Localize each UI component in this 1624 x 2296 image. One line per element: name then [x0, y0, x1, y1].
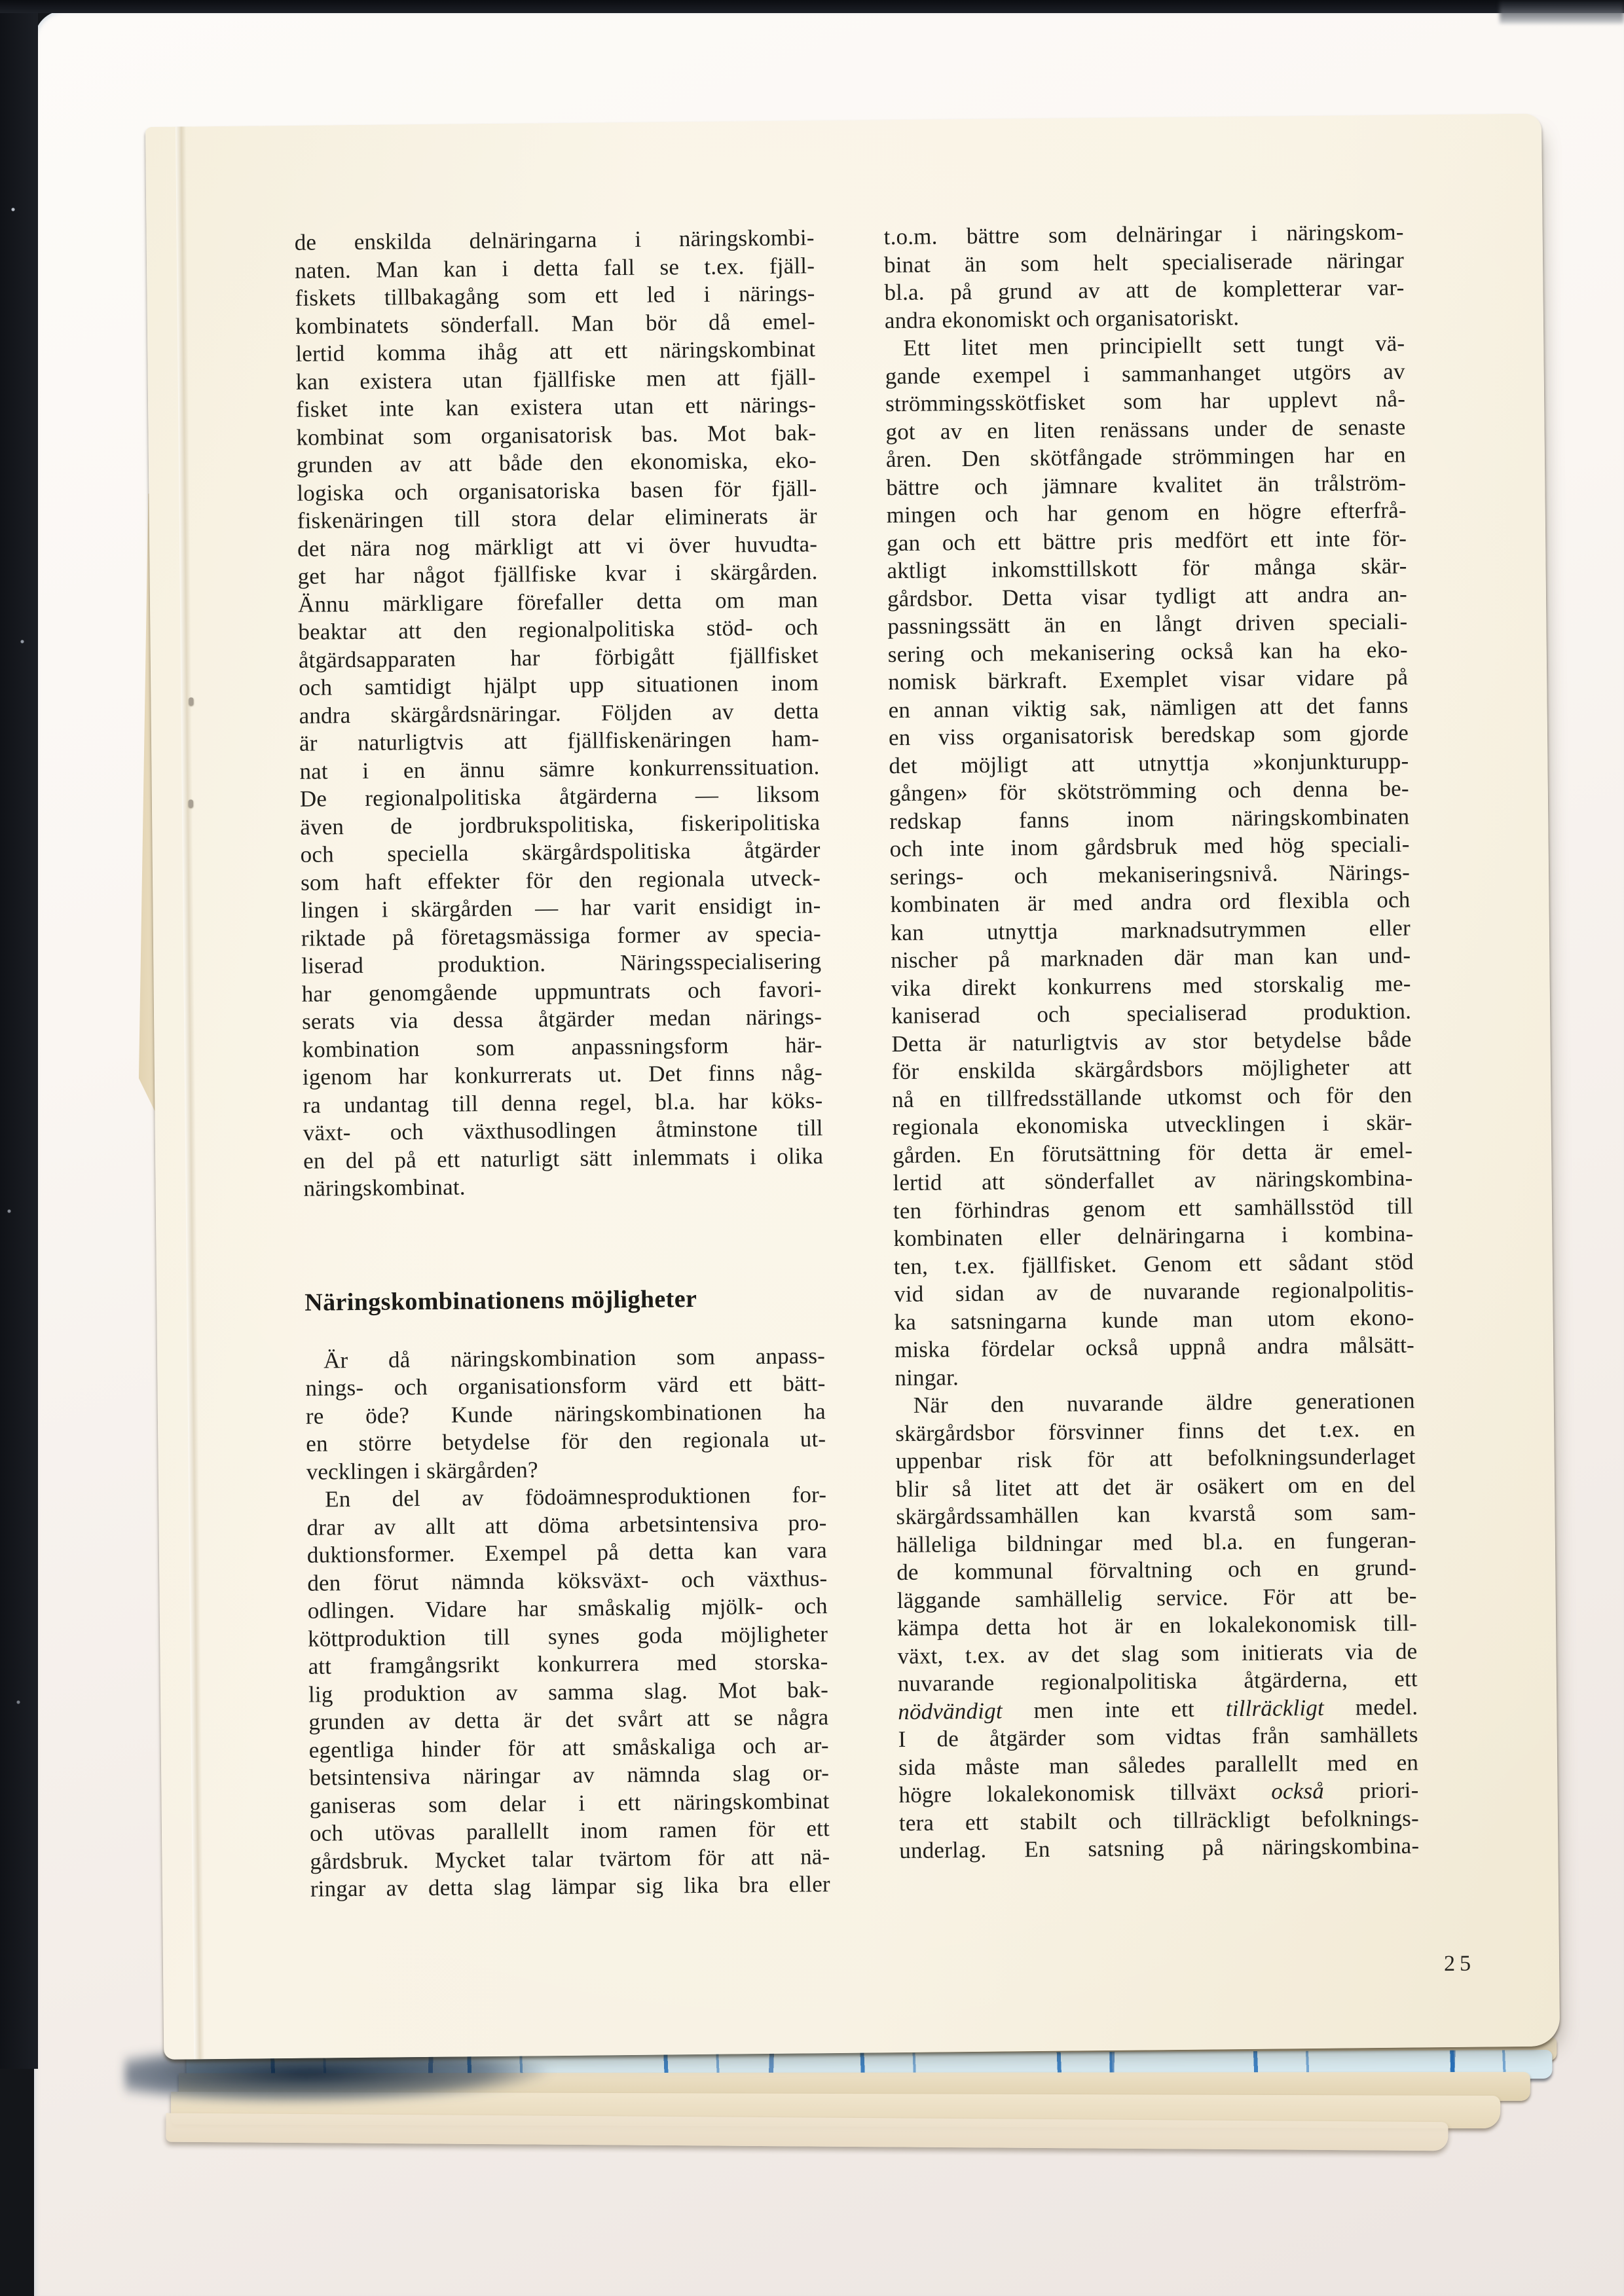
text-line: kombination som anpassningsform här- [302, 1031, 822, 1063]
text-line: beaktar att den regionalpolitiska stöd- och [298, 614, 819, 645]
text-line: ka satsningarna kunde man utom ekono- [894, 1303, 1414, 1335]
text-line: växt, t.ex. av det slag som initierats via de [897, 1637, 1418, 1669]
text-column-left [295, 224, 831, 1903]
text-line: det nära nog märkligt att vi över huvudta- [297, 530, 818, 562]
scanner-background-left [0, 0, 38, 2069]
text-line: gången» för skötströmming och denna be- [889, 775, 1409, 807]
text-line: miska fördelar också uppnå andra målsätt- [894, 1332, 1415, 1363]
text-line: uppenbar risk för att befolkningsunderlaget [895, 1443, 1416, 1474]
text-line: nuvarande regionalpolitiska åtgärderna, ett [897, 1666, 1418, 1697]
text-line: ten förhindras genom ett samhällsstöd till [893, 1192, 1414, 1224]
text-line: det möjligt att utnyttja »konjunkturupp- [889, 748, 1409, 778]
text-line: som haft effekter för den regionala utveck- [300, 864, 821, 896]
text-line: kan existera utan fjällfiske men att fjäll- [295, 363, 816, 395]
text-line: har genomgående uppmuntrats och favori- [301, 975, 822, 1007]
text-line: mingen och har genom en högre efterfrå- [886, 497, 1407, 528]
text-line: kombinat som organisatorisk bas. Mot bak- [296, 419, 817, 450]
scanner-background-top [0, 0, 1624, 13]
text-line: skärgårdsbor försvinner finns det t.ex. en [895, 1415, 1416, 1446]
text-line: bättre och jämnare kvalitet än trålström- [886, 469, 1407, 500]
text-line: En del av födoämnesproduktionen for- [324, 1482, 827, 1512]
text-line: ganiseras som delar i ett näringskombinat [309, 1787, 830, 1819]
binding-crease [175, 126, 204, 2059]
text-line: De regionalpolitiska åtgärderna — liksom [299, 781, 821, 812]
text-line: t.o.m. bättre som delnäringar i näringskom- [883, 219, 1404, 250]
text-line: den förut nämnda köksväxt- och växthus- [307, 1565, 828, 1596]
text-line: lertid att sönderfallet av näringskombina- [893, 1165, 1413, 1196]
text-line: När den nuvarande äldre generationen [913, 1387, 1415, 1418]
text-line: är naturligtvis att fjällfiskenäringen ham- [299, 725, 820, 756]
text-line: lig produktion av samma slag. Mot bak- [308, 1676, 829, 1707]
text-line: kämpa detta hot är en lokalekonomisk till- [896, 1610, 1418, 1641]
text-line: nat i en ännu sämre konkurrenssituation. [299, 753, 820, 784]
staple-mark [189, 799, 193, 807]
text-line: tera ett stabilt och tillräckligt befolknings- [898, 1804, 1420, 1836]
text-line: en annan viktig sak, nämligen att det fanns [888, 692, 1409, 723]
text-line: re öde? Kunde näringskombinationen ha [305, 1398, 826, 1429]
text-line: nischer på marknaden där man kan und- [891, 942, 1411, 974]
text-line: bl.a. på grund av att de kompletterar var- [884, 274, 1405, 306]
section-heading: Näringskombinationens möjligheter [304, 1285, 697, 1317]
text-line: och speciella skärgårdspolitiska åtgärder [300, 837, 821, 867]
text-line: de enskilda delnäringarna i näringskombi- [294, 225, 815, 255]
text-line: läggande samhällelig service. För att be- [896, 1582, 1417, 1613]
text-line: vid sidan av de nuvarande regionalpolitis- [893, 1276, 1414, 1307]
scanner-edge-smudge [1500, 1, 1624, 24]
text-line: regionala ekonomiska utvecklingen i skär- [892, 1109, 1412, 1140]
text-line: en större betydelse för den regionala ut- [306, 1426, 826, 1457]
text-line: sida måste man således parallellt med en [898, 1749, 1419, 1780]
text-line: egentliga hinder för att småskaliga och ar- [308, 1732, 829, 1763]
book-page-wrapper [145, 114, 1560, 2060]
text-line: got av en liten renässans under de senaste [885, 414, 1406, 445]
text-line: passningssätt än en långt driven speciali- [887, 608, 1408, 640]
text-line: kombinatets sönderfall. Man bör då emel- [295, 308, 816, 339]
text-line: nödvändigt men inte ett tillräckligt medel. [898, 1693, 1418, 1724]
text-line: gan och ett bättre pris medfört ett inte för- [886, 525, 1407, 556]
text-line: gårdsbor. Detta visar tydligt att andra an- [887, 581, 1408, 611]
text-line: högre lokalekonomisk tillväxt också priori- [898, 1777, 1419, 1808]
text-line: kombinaten eller delnäringarna i kombina- [893, 1220, 1414, 1252]
text-line: grunden av detta är det svårt att se några [308, 1704, 829, 1735]
text-line: serats via dessa åtgärder medan närings- [301, 1004, 822, 1034]
text-line: blir så litet att det är osäkert om en del [895, 1470, 1416, 1502]
italic-text: också [1271, 1777, 1325, 1804]
text-line: gande exempel i sammanhanget utgörs av [885, 358, 1405, 389]
text-line: sering och mekanisering också kan ha eko- [887, 636, 1408, 667]
text-line: ringar av detta slag lämpar sig lika bra eller [310, 1871, 830, 1902]
text-line: redskap fanns inom näringskombinaten [889, 803, 1410, 834]
italic-text: nödvändigt [898, 1698, 1003, 1724]
text-line: åtgärdsapparaten har förbigått fjällfisket [298, 642, 819, 673]
text-line: åren. Den skötfångade strömmingen har en [885, 441, 1407, 473]
text-line: andra ekonomiskt och organisatoriskt. [884, 304, 1240, 333]
text-line: ra undantag till denna regel, bl.a. har köks- [303, 1087, 823, 1118]
text-line: en del på ett naturligt sätt inlemmats i olika [303, 1142, 824, 1174]
text-line: logiska och organisatoriska basen för fjäll- [297, 475, 817, 506]
text-line: betsintensiva näringar av nämnda slag or- [309, 1760, 830, 1791]
italic-text: tillräckligt [1225, 1694, 1325, 1721]
text-line: serings- och mekaniseringsnivå. Närings- [889, 859, 1411, 890]
text-line: för enskilda skärgårdsbors möjligheter att [891, 1053, 1412, 1085]
text-line: Är då näringskombination som anpass- [323, 1342, 826, 1373]
text-line: och inte inom gårdsbruk med hög speciali- [889, 831, 1410, 862]
text-line: duktionsformer. Exempel på detta kan vara [306, 1537, 828, 1568]
text-line: liserad produktion. Näringsspecialisering [301, 948, 822, 979]
text-line: nings- och organisationsform värd ett bätt- [305, 1370, 826, 1401]
text-line: Detta är naturligtvis av stor betydelse både [891, 1026, 1412, 1057]
text-line: igenom har konkurrerats ut. Det finns någ- [302, 1059, 823, 1090]
text-column-right [883, 219, 1419, 1865]
text-line: fiskenäringen till stora delar eliminerats är [297, 503, 817, 534]
text-line: gården. En förutsättning för detta är emel- [892, 1137, 1413, 1168]
text-line: aktligt inkomsttillskott för många skär- [887, 553, 1407, 584]
text-line: skärgårdssamhällen kan kvarstå som sam- [896, 1499, 1416, 1530]
text-line: drar av allt att döma arbetsintensiva pro- [306, 1509, 827, 1540]
staple-mark [189, 697, 193, 705]
text-line: köttproduktion till synes goda möjligheter [307, 1620, 828, 1652]
text-line: fiskets tillbakagång som ett led i närings- [295, 280, 815, 311]
text-line: nå en tillfredsställande utkomst och för den [892, 1082, 1412, 1112]
text-line: kombinaten är med andra ord flexibla och [890, 886, 1411, 918]
text-line: I de åtgärder som vidtas från samhällets [898, 1721, 1418, 1753]
text-line: hälleliga bildningar med bl.a. en fungeran- [896, 1526, 1416, 1558]
text-line: nomisk bärkraft. Exemplet visar vidare på [888, 664, 1409, 695]
text-line: att framgångsrikt konkurrera med storska- [308, 1649, 828, 1679]
text-line: fisket inte kan existera utan ett närings- [295, 392, 817, 422]
text-line: kan utnyttja marknadsutrymmen eller [890, 915, 1411, 945]
text-line: get har något fjällfiske kvar i skärgården. [297, 558, 818, 589]
text-line: naten. Man kan i detta fall se t.ex. fjäll- [294, 252, 815, 283]
book-page [145, 114, 1560, 2060]
text-line: näringskombinat. [303, 1174, 466, 1201]
text-line: Ännu märkligare förefaller detta om man [297, 586, 819, 617]
text-line: lingen i skärgården — har varit ensidigt in- [301, 892, 821, 923]
text-line: och samtidigt hjälpt upp situationen inom [299, 670, 819, 701]
text-line: och utövas parallellt inom ramen för ett [309, 1815, 830, 1846]
text-line: vecklingen i skärgården? [306, 1456, 538, 1485]
text-line: Ett litet men principiellt sett tungt vä- [903, 330, 1405, 361]
text-line: lertid komma ihåg att ett näringskombinat [295, 336, 816, 367]
text-line: ningar. [895, 1364, 959, 1391]
text-line: odlingen. Vidare har småskalig mjölk- och [307, 1593, 828, 1624]
text-line: riktade på företagsmässiga former av specia- [301, 920, 822, 951]
page-number: 25 [1443, 1951, 1476, 1977]
text-line: vika direkt konkurrens med storskalig me- [891, 970, 1411, 1001]
text-line: de kommunal förvaltning och en grund- [896, 1554, 1417, 1586]
text-line: kaniserad och specialiserad produktion. [891, 998, 1412, 1029]
text-line: binat än som helt specialiserade näringar [883, 247, 1405, 278]
text-line: gårdsbruk. Mycket talar tvärtom för att nä- [310, 1843, 830, 1874]
text-line: andra skärgårdsnäringar. Följden av detta [299, 697, 819, 729]
text-line: grunden av att både den ekonomiska, eko- [296, 447, 817, 478]
text-line: en viss organisatorisk beredskap som gjorde [888, 720, 1409, 751]
text-line: ten, t.ex. fjällfisket. Genom ett sådant stöd [893, 1248, 1414, 1279]
text-line: underlag. En satsning på näringskombina- [899, 1832, 1420, 1864]
text-line: växt- och växthusodlingen åtminstone till [303, 1115, 823, 1146]
text-line: även de jordbrukspolitiska, fiskeripolitiska [300, 809, 821, 840]
text-line: strömmingsskötfisket som har upplevt nå- [885, 386, 1406, 417]
